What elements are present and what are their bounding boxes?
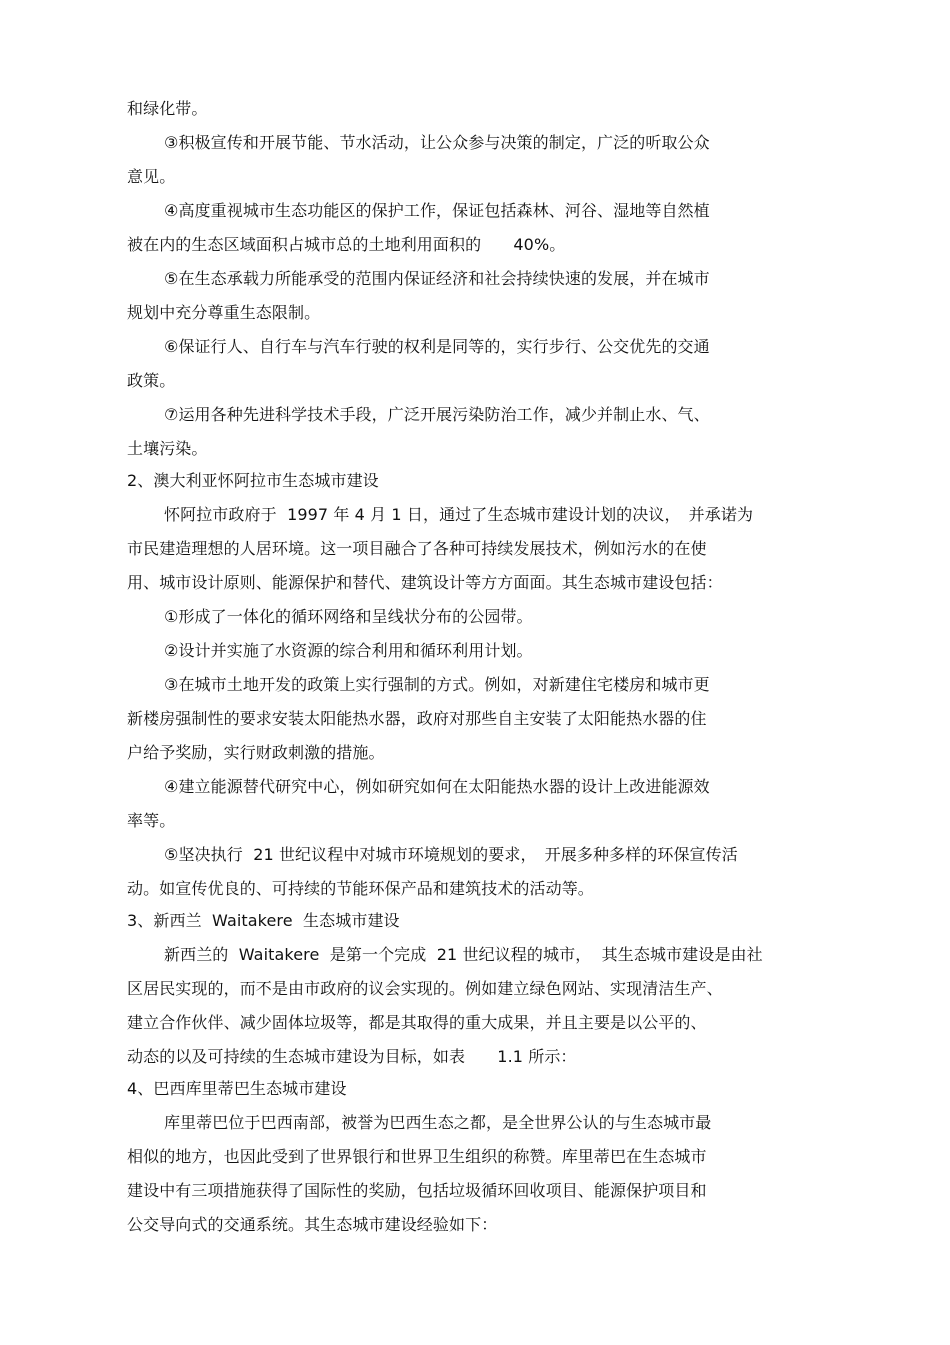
- paragraph-line: 怀阿拉市政府于 1997 年 4 月 1 日，通过了生态城市建设计划的决议， 并承诺为: [164, 505, 754, 524]
- list-item-line: ③在城市土地开发的政策上实行强制的方式。例如，对新建住宅楼房和城市更: [164, 675, 710, 694]
- text-line: 市民建造理想的人居环境。这一项目融合了各种可持续发展技术，例如污水的在使: [127, 539, 707, 558]
- text-line: 新楼房强制性的要求安装太阳能热水器，政府对那些自主安装了太阳能热水器的住: [127, 709, 707, 728]
- text-line: 意见。: [127, 167, 176, 186]
- list-item-line: ④高度重视城市生态功能区的保护工作，保证包括森林、河谷、湿地等自然植: [164, 201, 710, 220]
- section-heading: 3、新西兰 Waitakere 生态城市建设: [127, 911, 400, 930]
- list-item-line: ④建立能源替代研究中心，例如研究如何在太阳能热水器的设计上改进能源效: [164, 777, 710, 796]
- text-line: 户给予奖励，实行财政刺激的措施。: [127, 743, 385, 762]
- text-line: 率等。: [127, 811, 176, 830]
- text-line: 相似的地方，也因此受到了世界银行和世界卫生组织的称赞。库里蒂巴在生态城市: [127, 1147, 707, 1166]
- text-line: 建设中有三项措施获得了国际性的奖励，包括垃圾循环回收项目、能源保护项目和: [127, 1181, 707, 1200]
- list-item-line: ②设计并实施了水资源的综合利用和循环利用计划。: [164, 641, 533, 660]
- text-line: 动态的以及可持续的生态城市建设为目标，如表 1.1 所示：: [127, 1047, 577, 1066]
- list-item-line: ③积极宣传和开展节能、节水活动，让公众参与决策的制定，广泛的听取公众: [164, 133, 710, 152]
- section-heading: 4、巴西库里蒂巴生态城市建设: [127, 1079, 347, 1098]
- text-line: 用、城市设计原则、能源保护和替代、建筑设计等方方面面。其生态城市建设包括：: [127, 573, 723, 592]
- list-item-line: ⑤坚决执行 21 世纪议程中对城市环境规划的要求， 开展多种多样的环保宣传活: [164, 845, 738, 864]
- text-line: 政策。: [127, 371, 176, 390]
- list-item-line: ⑥保证行人、自行车与汽车行驶的权利是同等的，实行步行、公交优先的交通: [164, 337, 710, 356]
- text-line: 和绿化带。: [127, 99, 208, 118]
- text-line: 土壤污染。: [127, 439, 208, 458]
- list-item-line: ⑦运用各种先进科学技术手段，广泛开展污染防治工作，减少并制止水、气、: [164, 405, 710, 424]
- text-line: 动。如宣传优良的、可持续的节能环保产品和建筑技术的活动等。: [127, 879, 594, 898]
- section-heading: 2、澳大利亚怀阿拉市生态城市建设: [127, 471, 379, 490]
- list-item-line: ⑤在生态承载力所能承受的范围内保证经济和社会持续快速的发展，并在城市: [164, 269, 710, 288]
- text-line: 建立合作伙伴、减少固体垃圾等，都是其取得的重大成果，并且主要是以公平的、: [127, 1013, 707, 1032]
- paragraph-line: 新西兰的 Waitakere 是第一个完成 21 世纪议程的城市， 其生态城市建设是由社: [164, 945, 763, 964]
- text-line: 规划中充分尊重生态限制。: [127, 303, 321, 322]
- text-line: 被在内的生态区域面积占城市总的土地利用面积的 40%。: [127, 235, 566, 254]
- text-line: 公交导向式的交通系统。其生态城市建设经验如下：: [127, 1215, 498, 1234]
- list-item-line: ①形成了一体化的循环网络和呈线状分布的公园带。: [164, 607, 533, 626]
- text-line: 区居民实现的，而不是由市政府的议会实现的。例如建立绿色网站、实现清洁生产、: [127, 979, 723, 998]
- paragraph-line: 库里蒂巴位于巴西南部，被誉为巴西生态之都，是全世界公认的与生态城市最: [164, 1113, 712, 1132]
